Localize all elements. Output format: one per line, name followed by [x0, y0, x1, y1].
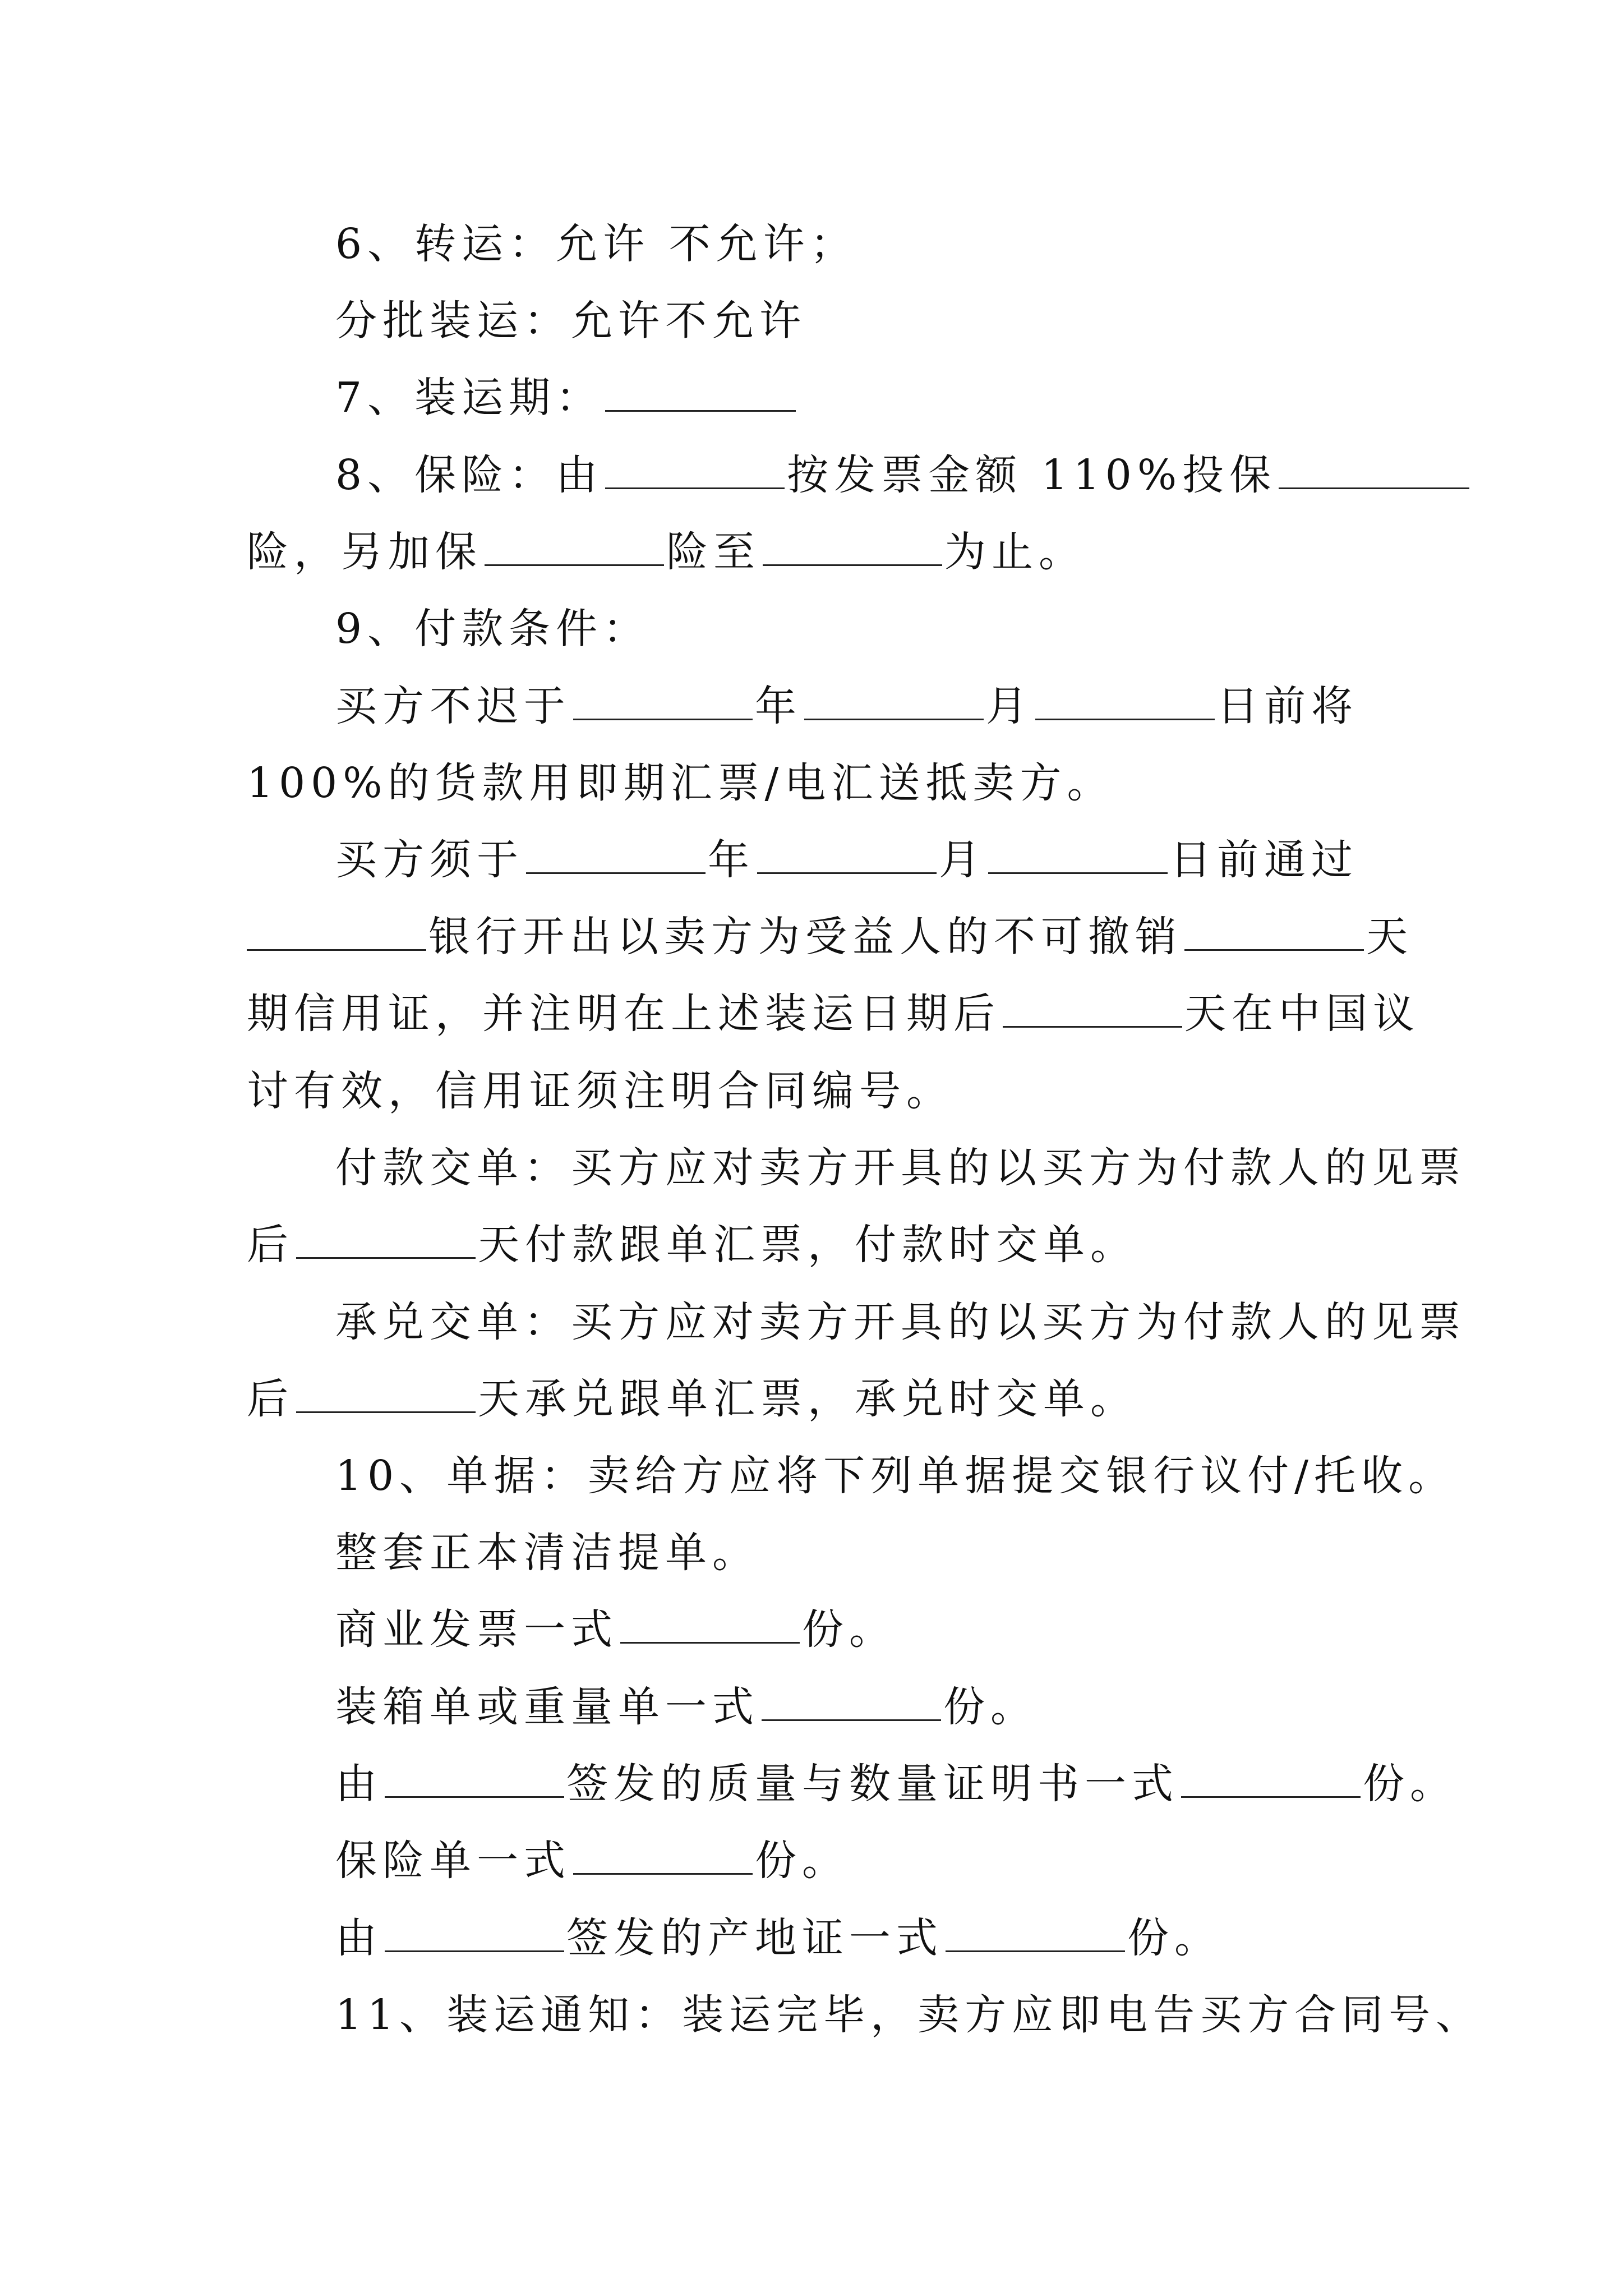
text: 分批装运：允许不允许 — [335, 297, 806, 345]
text: 买方不迟于 — [335, 682, 571, 730]
fill-in-blank — [1035, 712, 1215, 720]
text: 8、保险：由 — [335, 451, 603, 499]
fill-in-blank — [385, 1789, 564, 1798]
fill-in-blank — [526, 866, 706, 874]
text: 月 — [986, 682, 1033, 730]
clause-8-insurance — [335, 451, 1472, 499]
fill-in-blank — [757, 866, 937, 874]
text: 后 — [247, 1375, 294, 1423]
document-insurance-policy — [335, 1837, 849, 1885]
text: 年 — [755, 682, 802, 730]
document-quality-certificate — [335, 1760, 1457, 1808]
document-bill-of-lading — [335, 1529, 759, 1577]
text: 险至 — [666, 528, 760, 576]
clause-9-payment-date — [335, 682, 1358, 730]
document-commercial-invoice — [335, 1605, 896, 1654]
text: 日前通过 — [1170, 836, 1358, 884]
clause-9-payment-method — [247, 759, 1114, 807]
text: 份。 — [755, 1837, 849, 1885]
text: 为止。 — [944, 528, 1086, 576]
text: 9、付款条件： — [335, 605, 651, 653]
text: 银行开出以卖方为受益人的不可撤销 — [428, 913, 1182, 961]
fill-in-blank — [1184, 942, 1364, 951]
text: 按发票金额 110%投保 — [787, 451, 1277, 499]
text: 后 — [247, 1221, 294, 1269]
clause-8-insurance-cont — [247, 528, 1086, 576]
text: 期信用证，并注明在上述装运日期后 — [247, 990, 1000, 1038]
clause-9-da-cont — [247, 1375, 1137, 1423]
text: 天付款跟单汇票，付款时交单。 — [478, 1221, 1137, 1269]
clause-6-partial-shipment — [335, 297, 806, 345]
clause-7-shipment-period — [335, 374, 798, 422]
fill-in-blank — [1181, 1789, 1361, 1798]
text: 整套正本清洁提单。 — [335, 1529, 759, 1577]
fill-in-blank — [762, 1713, 941, 1721]
fill-in-blank — [605, 403, 796, 412]
text: 签发的质量与数量证明书一式 — [566, 1760, 1179, 1808]
text: 份。 — [1363, 1760, 1457, 1808]
text: 险，另加保 — [247, 528, 482, 576]
fill-in-blank — [296, 1405, 476, 1413]
fill-in-blank — [1279, 481, 1469, 489]
clause-11-shipping-advice — [335, 1991, 1483, 2039]
clause-9-lc-contract-no — [247, 1067, 953, 1115]
fill-in-blank — [620, 1635, 800, 1644]
fill-in-blank — [296, 1250, 476, 1259]
text: 份。 — [802, 1605, 896, 1654]
text: 6、转运：允许 不允许； — [335, 220, 857, 268]
clause-9-dp-cont — [247, 1221, 1137, 1269]
text: 承兑交单：买方应对卖方开具的以买方为付款人的见票 — [335, 1298, 1466, 1346]
text: 年 — [708, 836, 755, 884]
text: 签发的产地证一式 — [566, 1914, 943, 1962]
fill-in-blank — [385, 1944, 564, 1952]
text: 保险单一式 — [335, 1837, 571, 1885]
text: 11、装运通知：装运完毕，卖方应即电告买方合同号、 — [335, 1991, 1483, 2039]
text: 10、单据：卖给方应将下列单据提交银行议付/托收。 — [335, 1452, 1456, 1500]
fill-in-blank — [485, 558, 664, 566]
text: 日前将 — [1217, 682, 1358, 730]
clause-9-dp — [335, 1144, 1466, 1192]
text: 月 — [939, 836, 986, 884]
text: 份。 — [1127, 1914, 1221, 1962]
fill-in-blank — [573, 712, 753, 720]
text: 商业发票一式 — [335, 1605, 618, 1654]
clause-9-da — [335, 1298, 1466, 1346]
text: 天在中国议 — [1184, 990, 1420, 1038]
clause-9-lc-bank — [247, 913, 1413, 961]
fill-in-blank — [763, 558, 942, 566]
fill-in-blank — [804, 712, 984, 720]
text: 讨有效，信用证须注明合同编号。 — [247, 1067, 953, 1115]
fill-in-blank — [946, 1944, 1125, 1952]
text: 天承兑跟单汇票，承兑时交单。 — [478, 1375, 1137, 1423]
text: 100%的货款用即期汇票/电汇送抵卖方。 — [247, 759, 1114, 807]
fill-in-blank — [247, 942, 426, 951]
text: 装箱单或重量单一式 — [335, 1683, 759, 1731]
clause-9-payment-terms — [335, 605, 651, 653]
clause-6-transshipment — [335, 220, 857, 268]
clause-9-lc-date — [335, 836, 1358, 884]
clause-10-documents — [335, 1452, 1456, 1500]
clause-9-lc-validity — [247, 990, 1420, 1038]
fill-in-blank — [573, 1866, 753, 1875]
text: 由 — [335, 1760, 382, 1808]
fill-in-blank — [605, 481, 785, 489]
text: 买方须于 — [335, 836, 524, 884]
text: 份。 — [943, 1683, 1038, 1731]
text: 付款交单：买方应对卖方开具的以买方为付款人的见票 — [335, 1144, 1466, 1192]
document-certificate-of-origin — [335, 1914, 1221, 1962]
text: 7、装运期： — [335, 374, 603, 422]
document-packing-list — [335, 1683, 1038, 1731]
fill-in-blank — [1003, 1019, 1182, 1028]
fill-in-blank — [988, 866, 1168, 874]
text: 天 — [1366, 913, 1413, 961]
text: 由 — [335, 1914, 382, 1962]
